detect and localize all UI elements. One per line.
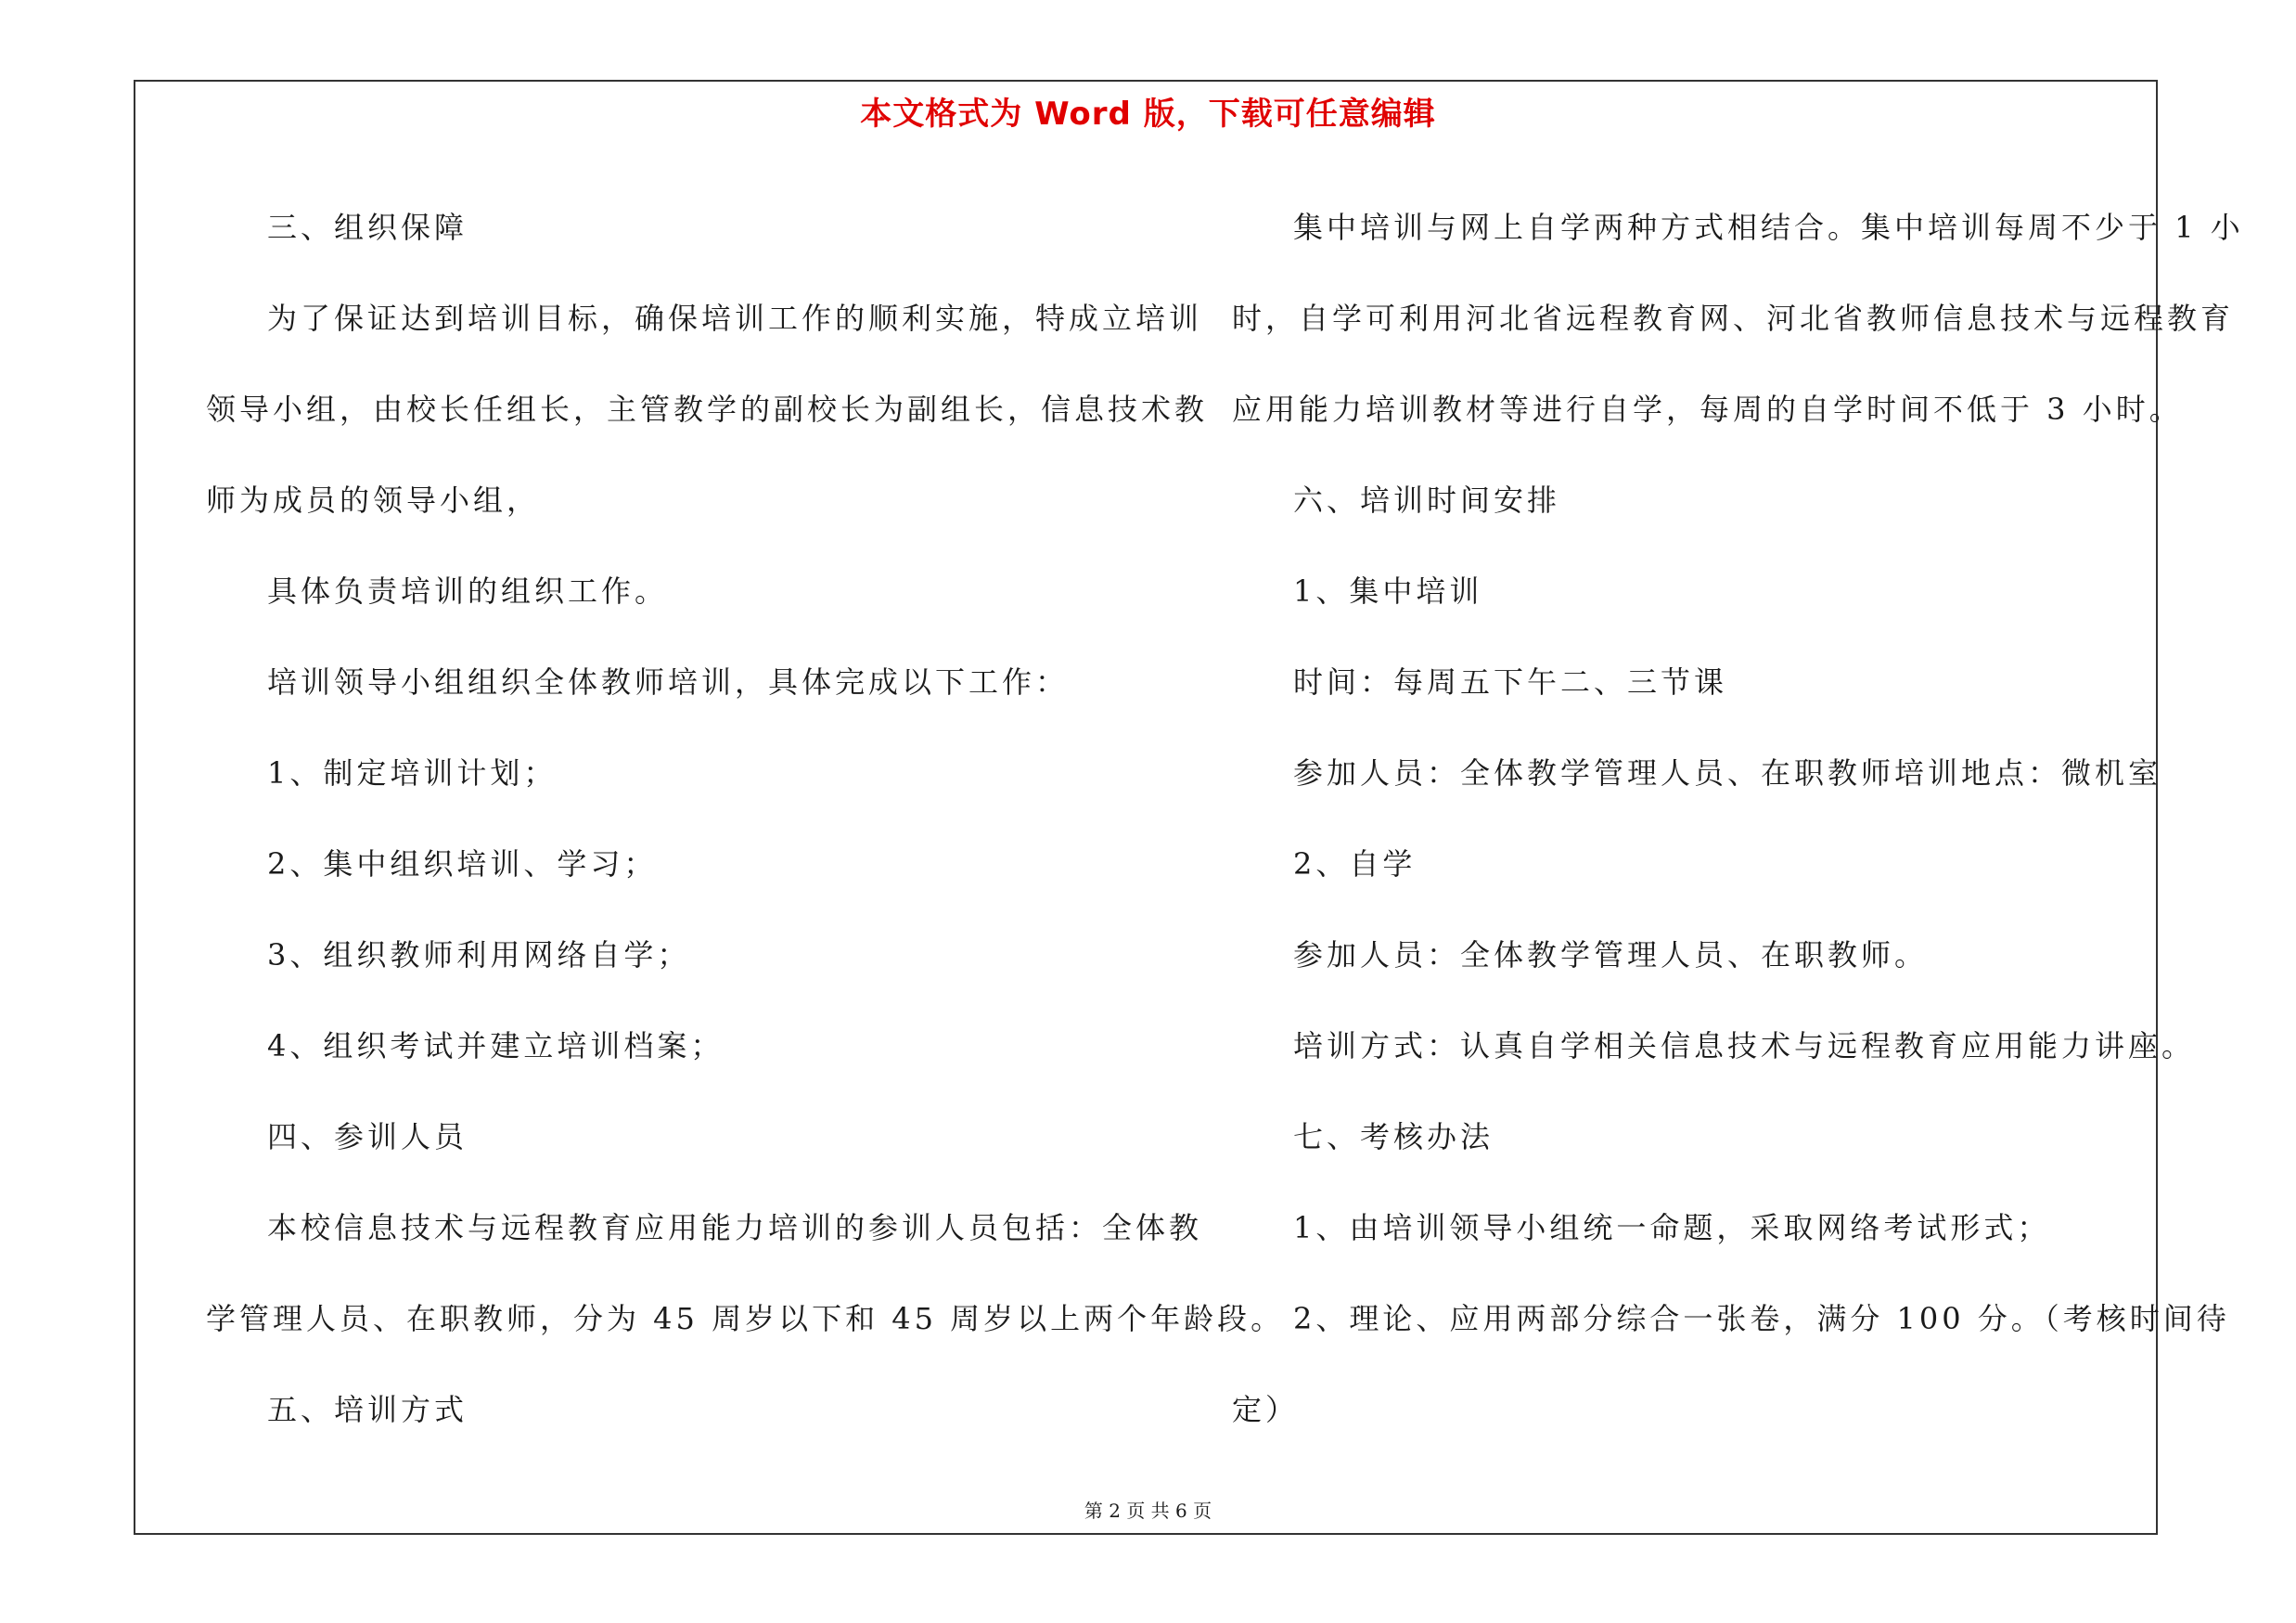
total-page-number: 6	[1175, 1500, 1187, 1522]
page-footer	[0, 1496, 2296, 1523]
paragraph-line: 1、集中培训	[1293, 573, 1483, 609]
document-banner: 本文格式为 Word 版，下载可任意编辑	[860, 96, 1436, 133]
paragraph-line: 培训方式：认真自学相关信息技术与远程教育应用能力讲座。	[1293, 1028, 2196, 1063]
footer-mid: 页 共	[1126, 1500, 1170, 1522]
paragraph-line: 三、组织保障	[267, 210, 468, 245]
paragraph-line: 师为成员的领导小组，	[206, 483, 541, 518]
paragraph-line: 七、考核办法	[1293, 1119, 1494, 1154]
paragraph-line: 2、自学	[1293, 846, 1417, 882]
paragraph-line: 集中培训与网上自学两种方式相结合。集中培训每周不少于 1 小	[1293, 210, 2244, 245]
paragraph-line: 五、培训方式	[267, 1392, 468, 1427]
paragraph-line: 定）	[1232, 1392, 1300, 1427]
paragraph-line: 3、组织教师利用网络自学；	[267, 937, 691, 973]
paragraph-line: 本校信息技术与远程教育应用能力培训的参训人员包括：全体教	[267, 1210, 1203, 1245]
paragraph-line: 2、集中组织培训、学习；	[267, 846, 658, 882]
paragraph-line: 领导小组，由校长任组长，主管教学的副校长为副组长，信息技术教	[206, 392, 1209, 427]
left-column	[206, 182, 1285, 1455]
current-page-number: 2	[1109, 1500, 1121, 1522]
paragraph-line: 参加人员：全体教学管理人员、在职教师。	[1293, 937, 1929, 973]
paragraph-line: 时间：每周五下午二、三节课	[1293, 664, 1728, 700]
paragraph-line: 四、参训人员	[267, 1119, 468, 1154]
paragraph-line: 具体负责培训的组织工作。	[267, 573, 669, 609]
paragraph-line: 1、制定培训计划；	[267, 755, 558, 791]
paragraph-line: 1、由培训领导小组统一命题，采取网络考试形式；	[1293, 1210, 2051, 1245]
paragraph-line: 应用能力培训教材等进行自学，每周的自学时间不低于 3 小时。	[1232, 392, 2183, 427]
footer-suffix: 页	[1193, 1500, 1212, 1522]
paragraph-line: 4、组织考试并建立培训档案；	[267, 1028, 725, 1063]
right-column	[1232, 182, 2244, 1455]
paragraph-line: 时，自学可利用河北省远程教育网、河北省教师信息技术与远程教育	[1232, 301, 2235, 336]
footer-prefix: 第	[1084, 1500, 1103, 1522]
paragraph-line: 2、理论、应用两部分综合一张卷，满分 100 分。（考核时间待	[1293, 1301, 2230, 1336]
paragraph-line: 为了保证达到培训目标，确保培训工作的顺利实施，特成立培训	[267, 301, 1203, 336]
paragraph-line: 六、培训时间安排	[1293, 483, 1561, 518]
paragraph-line: 参加人员：全体教学管理人员、在职教师培训地点：微机室	[1293, 755, 2162, 791]
paragraph-line: 学管理人员、在职教师，分为 45 周岁以下和 45 周岁以上两个年龄段。	[206, 1301, 1285, 1336]
paragraph-line: 培训领导小组组织全体教师培训，具体完成以下工作：	[267, 664, 1070, 700]
